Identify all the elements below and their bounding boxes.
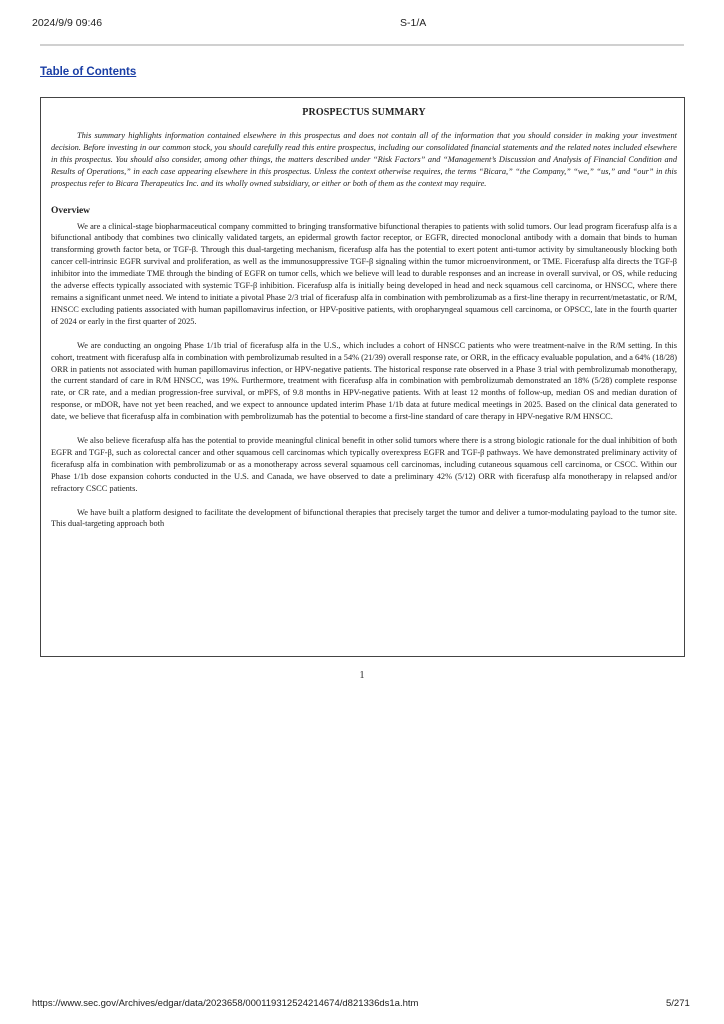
print-page-count: 5/271 <box>666 998 690 1009</box>
body-paragraph: We have built a platform designed to facilitate the development of bifunctional therapies that precisely target the tumor and deliver a tumor-modulating payload to the tumor site. This dual-targeting approach both <box>51 507 677 529</box>
body-paragraph: We also believe ficerafusp alfa has the potential to provide meaningful clinical benefit in other solid tumors where there is a strong biologic rationale for the dual inhibition of both EGFR and TGF-β, such as colorectal cancer and other squamous cell carcinomas which typically overexpress EGFR and TGF-β pathways. We have demonstrated preliminary activity of ficerafusp alfa in combination with pembrolizumab or as a monotherapy across several squamous cell carcinomas, including cutaneous squamous cell carcinoma, or CSCC. Within our Phase 1/1b dose expansion cohorts conducted in the U.S. and Canada, we have observed to date a preliminary 42% (5/12) ORR with ficerafusp alfa monotherapy in relapsed and/or refractory CSCC patients. <box>51 436 677 493</box>
overview-heading: Overview <box>51 205 91 216</box>
intro-paragraph: This summary highlights information contained elsewhere in this prospectus and does not contain all of the information that you should consider in making your investment decision. Before investing in our common stock, you should carefully read this entire prospectus, including our consolidated financial statements and the related notes included elsewhere in this prospectus. You should also consider, among other things, the matters described under “Risk Factors” and “Management’s Discussion and Analysis of Financial Condition and Results of Operations,” in each case appearing elsewhere in this prospectus. Unless the context otherwise requires, the terms “Bicara,” “the Company,” “we,” “us,” and “our” in this prospectus refer to Bicara Therapeutics Inc. and its wholly owned subsidiary, or either or both of them as the context may require. <box>51 131 677 188</box>
page-number: 1 <box>359 670 365 681</box>
body-paragraph: We are conducting an ongoing Phase 1/1b trial of ficerafusp alfa in the U.S., which includes a cohort of HNSCC patients who were treatment-naïve in the R/M setting. In this cohort, treatment with ficerafusp alfa in combination with pembrolizumab resulted in a 54% (21/39) overall response rate, or ORR, in the efficacy evaluable population, and a 64% (18/28) ORR in patients not associated with human papillomavirus infection, or HPV-negative patients. The historical response rate observed in a Phase 3 trial with pembrolizumab monotherapy, the current standard of care in R/M HNSCC, was 19%. Furthermore, treatment with ficerafusp alfa in combination with pembrolizumab demonstrated an 18% (5/28) complete response rate, or CR rate, and a median progression-free survival, or mPFS, of 9.8 months in HPV-negative patients. With at least 12 months of follow-up, median OS and median duration of response, or mDOR, have not yet been reached, and we expect to announce updated interim Phase 1/1b data at future medical meetings in 2025. Based on the clinical data generated to date, we believe that ficerafusp alfa in combination with pembrolizumab has the potential to become a first-line standard of care therapy in HPV-negative R/M HNSCC. <box>51 340 677 422</box>
print-datetime: 2024/9/9 09:46 <box>32 17 103 29</box>
body-paragraph: We are a clinical-stage biopharmaceutical company committed to bringing transformative bifunctional therapies to patients with solid tumors. Our lead program ficerafusp alfa is a bifunctional antibody that combines two clinically validated targets, an epidermal growth factor receptor, or EGFR, directed monoclonal antibody with a domain that binds to human transforming growth factor beta, or TGF-β. Through this dual-targeting mechanism, ficerafusp alfa has the potential to exert potent anti-tumor activity by simultaneously blocking both cancer cell-intrinsic EGFR survival and proliferation, as well as the immunosuppressive TGF-β signaling within the tumor microenvironment, or TME. Ficerafusp alfa directs the TGF-β inhibitor into the immediate TME through the binding of EGFR on tumor cells, which we believe will lead to durable responses and an increase in overall survival, or OS, while reducing the adverse effects typically associated with systemic TGF-β inhibition. Ficerafusp alfa is initially being developed in head and neck squamous cell carcinoma, or HNSCC, where there remains a significant unmet need. We intend to initiate a pivotal Phase 2/3 trial of ficerafusp alfa in combination with pembrolizumab as a first-line therapy in recurrent/metastatic, or R/M, HNSCC excluding patients associated with human papillomavirus infection, or HPV-positive patients, with oropharyngeal squamous cell carcinoma, or OPSCC, late in the fourth quarter of 2024 or early in the first quarter of 2025. <box>51 221 677 326</box>
table-of-contents-link[interactable]: Table of Contents <box>40 66 137 78</box>
prospectus-summary-box <box>40 97 685 657</box>
header-divider <box>40 44 684 46</box>
section-title: PROSPECTUS SUMMARY <box>302 107 426 118</box>
print-footer-url: https://www.sec.gov/Archives/edgar/data/2023658/000119312524214674/d821336ds1a.htm <box>32 998 419 1009</box>
print-doc-title: S-1/A <box>400 17 427 29</box>
